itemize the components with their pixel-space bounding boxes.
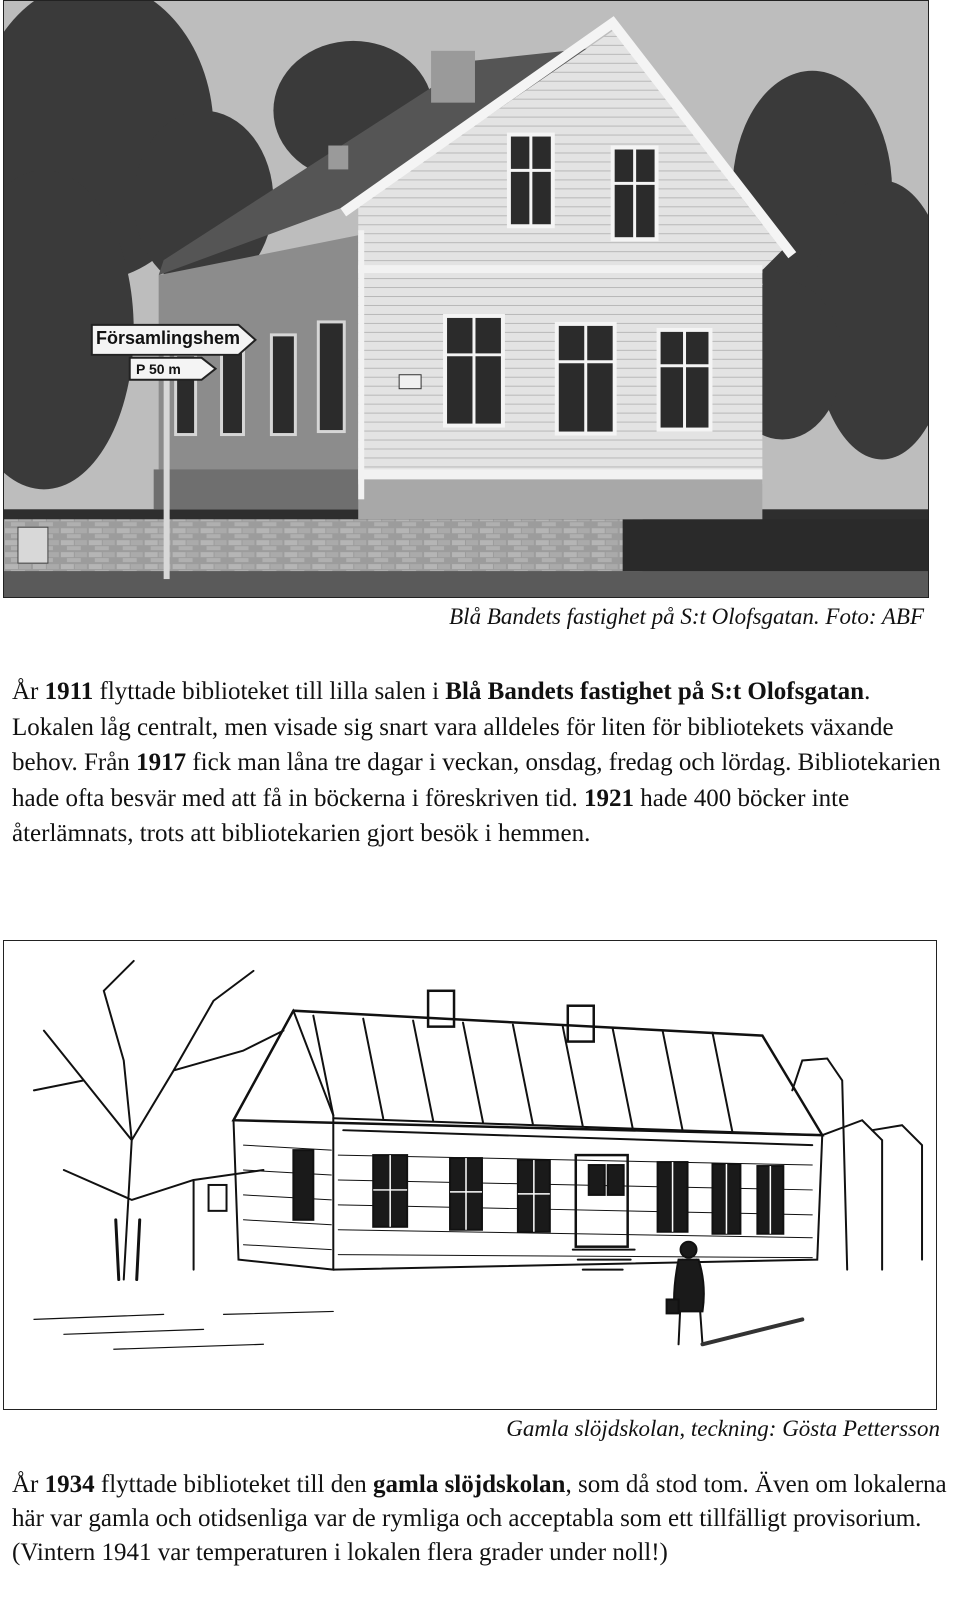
text: fick man låna tre dagar i veckan, onsdag, fredag och lördag. Bibliotekarien hade ofta besvär med att få in böckerna i föreskriven tid.: [12, 749, 941, 812]
sign-parking-label: P 50 m: [136, 361, 181, 377]
place-gamla-slojdskolan: gamla slöjdskolan: [373, 1471, 566, 1498]
year-1911: 1911: [44, 678, 94, 705]
text: År: [12, 1471, 45, 1498]
drawing-caption: Gamla slöjdskolan, teckning: Gösta Pettersson: [506, 1416, 940, 1441]
photo-bla-bandets-fastighet: [3, 0, 929, 598]
paragraph-1934: [12, 1468, 956, 1570]
text: flyttade biblioteket till lilla salen i: [93, 678, 446, 705]
sign-forsamlingshem-label: Församlingshem: [96, 328, 241, 348]
drawing-gamla-slojdskolan: [3, 940, 937, 1410]
photo-illustration: [4, 1, 928, 597]
text: . Lokalen låg centralt, men visade sig snart vara alldeles för liten för bibliotekets växande behov. Från: [12, 678, 894, 776]
year-1917: 1917: [136, 749, 187, 776]
photo-caption: Blå Bandets fastighet på S:t Olofsgatan. Foto: ABF: [449, 604, 924, 629]
place-bla-bandet: Blå Bandets fastighet på S:t Olofsgatan: [445, 678, 865, 705]
text: År: [12, 678, 45, 705]
year-1934: 1934: [44, 1471, 95, 1498]
year-1921: 1921: [584, 784, 634, 812]
drawing-illustration: [4, 941, 936, 1409]
text: hade 400 böcker inte återlämnats, trots att bibliotekarien gjort besök i hemmen.: [12, 784, 850, 847]
text: flyttade biblioteket till den: [94, 1471, 374, 1498]
paragraph-1911: [12, 674, 956, 852]
text: , som då stod tom. Även om lokalerna här var gamla och otidsenliga var de rymliga och acceptabla som ett tillfälligt provisorium. (Vintern 1941 var temperaturen i lokalen flera grader under noll!): [12, 1471, 947, 1566]
